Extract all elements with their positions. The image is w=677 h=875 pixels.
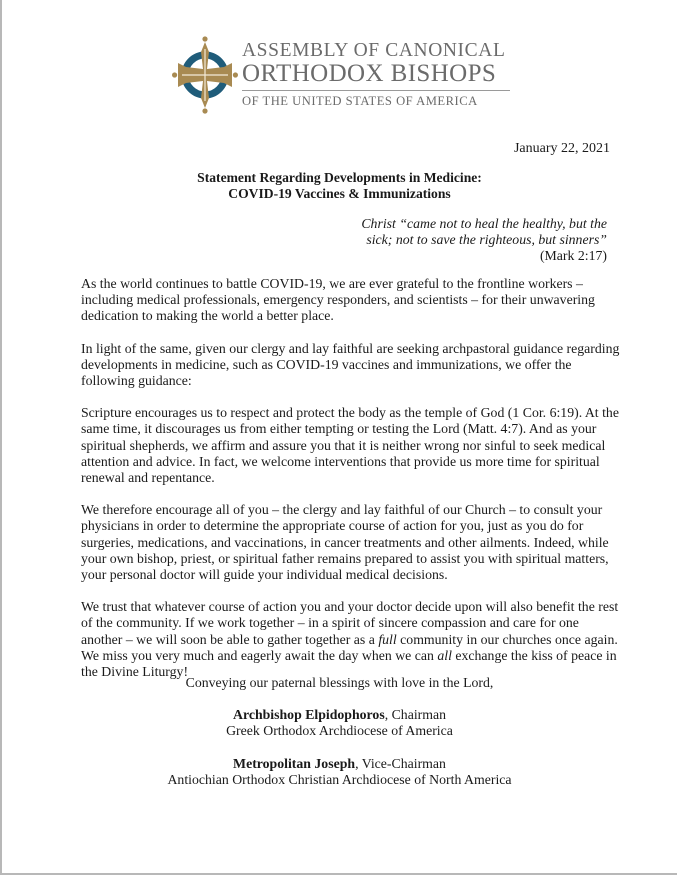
letterhead xyxy=(172,36,512,114)
signatory-role: , Chairman xyxy=(384,707,447,723)
signatory-chairman xyxy=(2,707,677,739)
org-line-3: OF THE UNITED STATES OF AMERICA xyxy=(242,94,478,108)
letter-body xyxy=(81,276,621,696)
paragraph: In light of the same, given our clergy and lay faithful are seeking archpastoral guidance regarding developments in medicine, such as COVID-19 vaccines and immunizations, we offer the following guidance: xyxy=(81,340,620,389)
closing-block xyxy=(2,675,677,804)
emphasis-full: full xyxy=(378,631,397,647)
signatory-name: Metropolitan Joseph xyxy=(233,755,356,771)
salutation: Conveying our paternal blessings with love in the Lord, xyxy=(185,675,494,690)
title-line-2: COVID-19 Vaccines & Immunizations xyxy=(228,186,451,201)
signatory-vice-chairman xyxy=(2,756,677,788)
statement-title xyxy=(2,170,677,202)
organization-name xyxy=(242,40,510,108)
letter-date: January 22, 2021 xyxy=(513,141,610,156)
final-paragraph-text: community in our churches once again. We miss you very much and eagerly await the day when we can xyxy=(81,631,618,663)
paragraph: Scripture encourages us to respect and protect the body as the temple of God (1 Cor. 6:19). At the same time, it discourages us from either tempting or testing the Lord (Matt. 4:7). And as your spiritual shepherds, we affirm and assure you that it is neither wrong nor sinful to seek medical attention and advice. In fact, we welcome interventions that provide us more time for spiritual renewal and repentance. xyxy=(81,405,619,486)
org-line-2: ORTHODOX BISHOPS xyxy=(242,60,497,87)
signatory-org: Antiochian Orthodox Christian Archdiocese of North America xyxy=(167,771,512,787)
final-paragraph-text: exchange the kiss of peace in the Divine Liturgy! xyxy=(81,647,617,680)
epigraph-citation: (Mark 2:17) xyxy=(539,248,607,263)
title-line-1: Statement Regarding Developments in Medicine: xyxy=(197,170,482,185)
epigraph-line-2: sick; not to save the righteous, but sinners” xyxy=(366,232,607,247)
emphasis-all: all xyxy=(437,647,452,663)
paragraph: We therefore encourage all of you – the clergy and lay faithful of our Church – to consult your physicians in order to determine the appropriate course of action for you, just as you do for surgeries, medications, and vaccinations, in cancer treatments and other ailments. Indeed, while your own bishop, priest, or spiritual father remains prepared to assist you with spiritual matters, your personal doctor will guide your individual medical decisions. xyxy=(81,502,609,583)
final-paragraph xyxy=(81,599,621,680)
paragraph: As the world continues to battle COVID-19, we are ever grateful to the frontline workers – including medical professionals, emergency responders, and scientists – for their unwavering dedication to making the world a better place. xyxy=(81,276,595,324)
signatory-name: Archbishop Elpidophoros xyxy=(232,707,385,723)
signatory-role: , Vice-Chairman xyxy=(355,755,446,771)
epigraph-line-1: Christ “came not to heal the healthy, but the xyxy=(361,216,607,231)
final-paragraph-text: We trust that whatever course of action you and your doctor decide upon will also benefit the rest of the community. If we work together – in a spirit of sincere compassion and care for one another – we will soon be able to gather together as a xyxy=(81,599,619,647)
signatory-org: Greek Orthodox Archdiocese of America xyxy=(226,723,453,739)
org-line-1: ASSEMBLY OF CANONICAL xyxy=(242,40,506,61)
epigraph xyxy=(361,216,607,264)
orthodox-cross-logo-icon xyxy=(172,36,238,114)
letterhead-divider xyxy=(242,90,510,91)
